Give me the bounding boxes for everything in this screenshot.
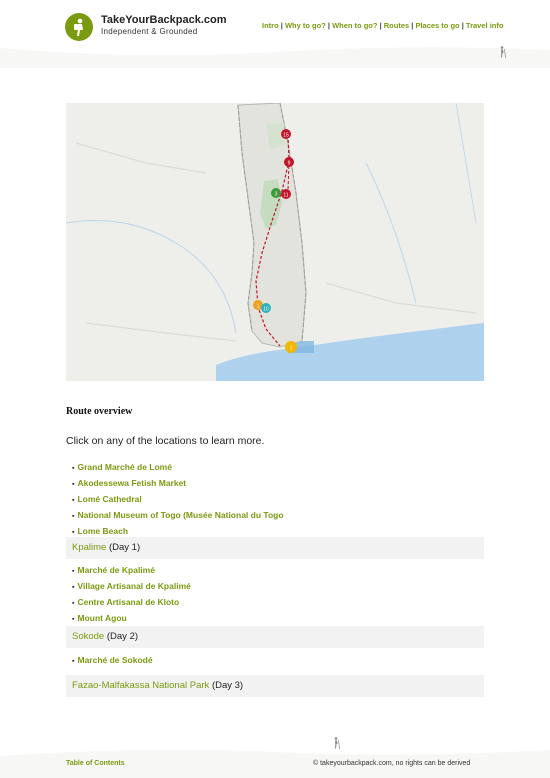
brand-title[interactable]: TakeYourBackpack.com bbox=[101, 14, 227, 26]
map-marker[interactable] bbox=[281, 129, 291, 139]
marker-label: 3 bbox=[274, 191, 278, 198]
list-item[interactable]: ▪ Lome Beach bbox=[72, 524, 284, 540]
marker-label: 9 bbox=[287, 160, 291, 167]
list-item[interactable]: ▪ Village Artisanal de Kpalimé bbox=[72, 579, 191, 595]
marker-label: 1 bbox=[256, 303, 260, 310]
fazao-day: (Day 3) bbox=[211, 680, 244, 691]
marker-label: 1 bbox=[289, 345, 293, 352]
header-wave bbox=[0, 38, 550, 68]
map-marker[interactable] bbox=[281, 189, 291, 199]
hiker-icon bbox=[331, 737, 341, 749]
day-band-sokode bbox=[66, 626, 484, 648]
page-header bbox=[0, 0, 550, 70]
sokode-link[interactable]: Sokode bbox=[72, 631, 105, 642]
kpalime-location-list bbox=[72, 563, 191, 627]
brand-subtitle: Independent & Grounded bbox=[101, 27, 198, 36]
map-marker[interactable] bbox=[285, 341, 297, 353]
list-item[interactable]: ▪ Grand Marché de Lomé bbox=[72, 460, 284, 476]
lome-location-list bbox=[72, 460, 284, 540]
list-item[interactable]: ▪ National Museum of Togo (Musée National du Togo bbox=[72, 508, 284, 524]
list-item[interactable]: ▪ Lomé Cathedral bbox=[72, 492, 284, 508]
nav-places[interactable]: Places to go bbox=[415, 21, 460, 30]
section-title: Route overview bbox=[66, 406, 133, 417]
list-item[interactable]: ▪ Centre Artisanal de Kloto bbox=[72, 595, 191, 611]
sokode-location-list bbox=[72, 653, 153, 669]
marker-label: 11 bbox=[283, 192, 289, 199]
list-item[interactable]: ▪ Marché de Kpalimé bbox=[72, 563, 191, 579]
marker-label: 15 bbox=[283, 132, 289, 139]
map-marker[interactable] bbox=[261, 303, 271, 313]
table-of-contents-link[interactable]: Table of Contents bbox=[66, 760, 125, 767]
nav-intro[interactable]: Intro bbox=[262, 21, 279, 30]
list-item[interactable]: ▪ Akodessewa Fetish Market bbox=[72, 476, 284, 492]
nav-routes[interactable]: Routes bbox=[383, 21, 410, 30]
nav-travel-info[interactable]: Travel info bbox=[465, 21, 504, 30]
map-marker[interactable] bbox=[271, 188, 281, 198]
marker-label: 10 bbox=[263, 306, 269, 313]
day-band-fazao bbox=[66, 675, 484, 697]
top-nav: Intro | Why to go? | When to go? | Routes | Places to go | Travel info bbox=[262, 21, 504, 30]
copyright-text: © takeyourbackpack.com, no rights can be derived bbox=[313, 760, 471, 767]
fazao-link[interactable]: Fazao-Malfakassa National Park bbox=[72, 680, 210, 691]
sokode-day: (Day 2) bbox=[106, 631, 139, 642]
day-band-kpalime bbox=[66, 537, 484, 559]
route-map[interactable] bbox=[66, 103, 484, 381]
kpalime-link[interactable]: Kpalime bbox=[72, 542, 107, 553]
kpalime-day: (Day 1) bbox=[108, 542, 141, 553]
map-marker[interactable] bbox=[284, 157, 294, 167]
intro-text: Click on any of the locations to learn more. bbox=[66, 435, 265, 447]
list-item[interactable]: ▪ Mount Agou bbox=[72, 611, 191, 627]
logo-icon[interactable] bbox=[65, 13, 93, 41]
list-item[interactable]: ▪ Marché de Sokodé bbox=[72, 653, 153, 669]
nav-why[interactable]: Why to go? bbox=[284, 21, 326, 30]
hiker-icon bbox=[497, 46, 507, 58]
nav-when[interactable]: When to go? bbox=[332, 21, 378, 30]
